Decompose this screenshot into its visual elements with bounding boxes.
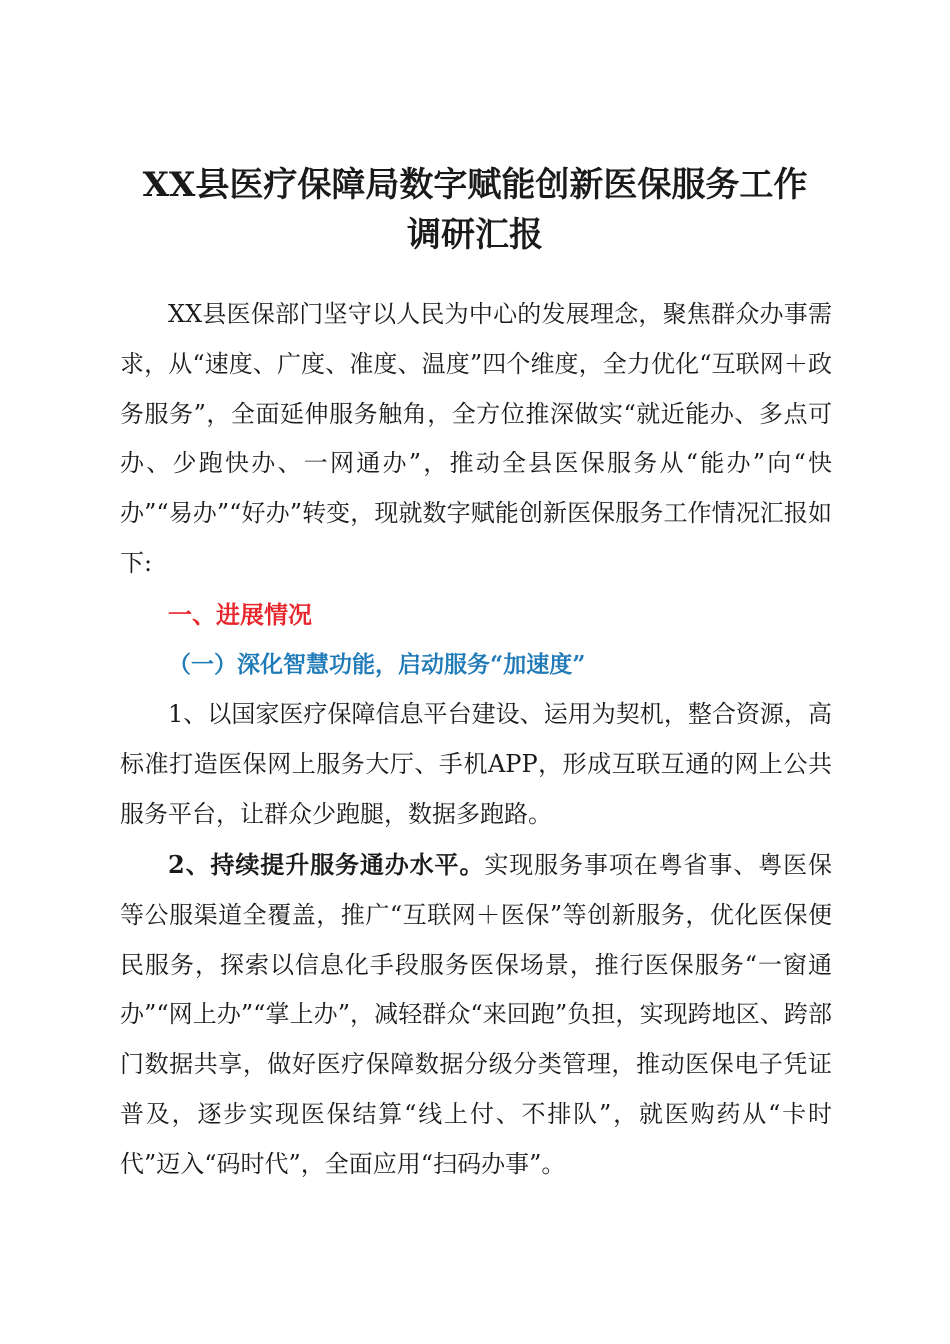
document-title-line-1: XX县医疗保障局数字赋能创新医保服务工作 <box>142 165 808 205</box>
item-2-lead: 2、持续提升服务通办水平。 <box>168 850 485 879</box>
item-2-paragraph <box>120 840 832 1190</box>
section-heading-progress: 一、进展情况 <box>168 601 312 629</box>
subsection-heading-smart-functions: （一）深化智慧功能，启动服务“加速度” <box>168 651 586 678</box>
item-1-paragraph: 1、以国家医疗保障信息平台建设、运用为契机，整合资源，高标准打造医保网上服务大厅、手机APP，形成互联互通的网上公共服务平台，让群众少跑腿，数据多跑路。 <box>120 700 832 828</box>
intro-paragraph: XX县医保部门坚守以人民为中心的发展理念，聚焦群众办事需求，从“速度、广度、准度、温度”四个维度，全力优化“互联网＋政务服务”，全面延伸服务触角，全方位推深做实“就近能办、多点可办、少跑快办、一网通办”，推动全县医保服务从“能办”向“快办”“易办”“好办”转变，现就数字赋能创新医保服务工作情况汇报如下: <box>120 300 832 577</box>
item-2-body: 实现服务事项在粤省事、粤医保等公服渠道全覆盖，推广“互联网＋医保”等创新服务，优化医保便民服务，探索以信息化手段服务医保场景，推行医保服务“一窗通办”“网上办”“掌上办”，减轻群众“来回跑”负担，实现跨地区、跨部门数据共享，做好医疗保障数据分级分类管理，推动医保电子凭证普及，逐步实现医保结算“线上付、不排队”，就医购药从“卡时代”迈入“码时代”，全面应用“扫码办事”。 <box>120 851 833 1178</box>
document-title-line-2: 调研汇报 <box>407 215 543 255</box>
